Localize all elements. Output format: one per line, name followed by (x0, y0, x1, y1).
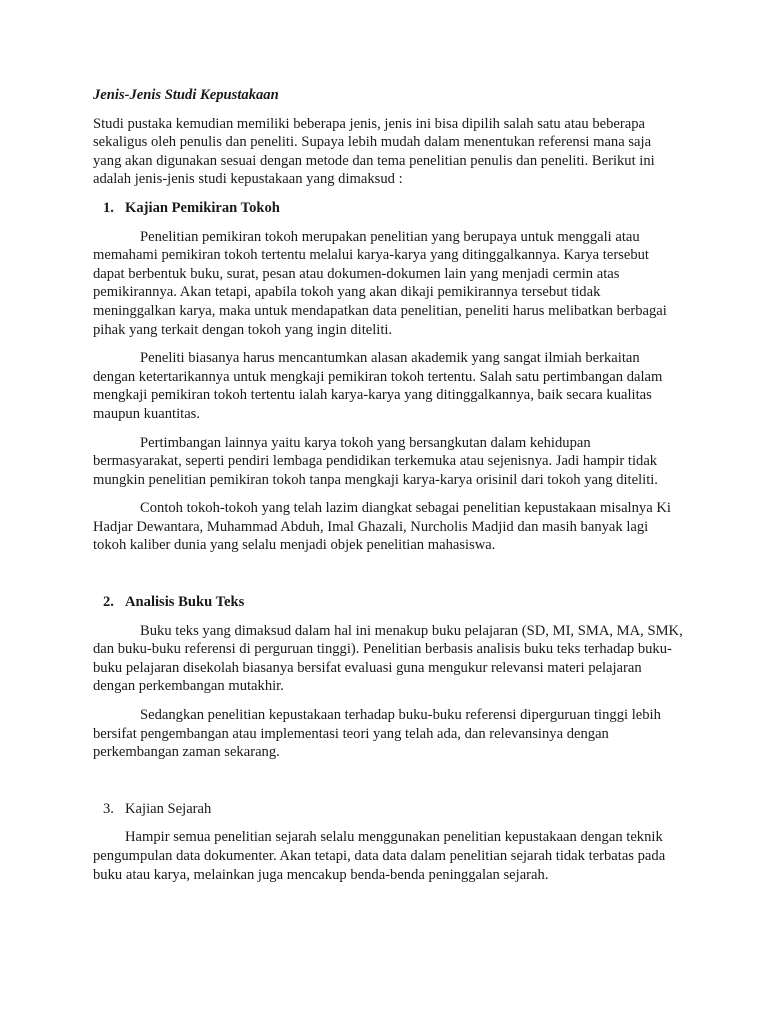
section-1-title: Kajian Pemikiran Tokoh (125, 199, 280, 216)
section-2-title: Analisis Buku Teks (125, 594, 245, 611)
section-1-paragraph: Contoh tokoh-tokoh yang telah lazim diangkat sebagai penelitian kepustakaan misalnya Ki Hadjar Dewantara, Muhammad Abduh, Imal Ghazali, Nurcholis Madjid dan masih banyak lagi tokoh kaliber dunia yang selalu menjadi objek penelitian mahasiswa. (93, 500, 671, 554)
intro-paragraph: Studi pustaka kemudian memiliki beberapa jenis, jenis ini bisa dipilih salah satu atau beberapa sekaligus oleh penulis dan peneliti. Supaya lebih mudah dalam menentukan referensi mana saja yang akan digunakan sesuai dengan metode dan tema penelitian penulis dan peneliti. Berikut ini adalah jenis-jenis studi kepustakaan yang dimaksud : (93, 115, 655, 188)
section-spacer (93, 772, 683, 800)
section-3-title: Kajian Sejarah (125, 800, 212, 817)
section-1-paragraph: Pertimbangan lainnya yaitu karya tokoh yang bersangkutan dalam kehidupan bermasyarakat, seperti pendiri lembaga pendidikan terkemuka atau sejenisnya. Jadi hampir tidak mungkin penelitian pemikiran tokoh tanpa mengkaji karya-karya orisinil dari tokoh yang diteliti. (93, 434, 658, 488)
section-2-heading (93, 593, 683, 612)
section-1-heading (93, 199, 683, 218)
document-title: Jenis-Jenis Studi Kepustakaan (93, 87, 279, 103)
section-2-number: 2. (103, 594, 114, 611)
section-2-paragraph: Buku teks yang dimaksud dalam hal ini menakup buku pelajaran (SD, MI, SMA, MA, SMK, dan buku-buku referensi di perguruan tinggi). Penelitian berbasis analisis buku teks terhadap buku-buku pelajaran disekolah biasanya bersifat evaluasi guna mengukur relevansi materi pelajaran dengan perkembangan mutakhir. (93, 622, 683, 695)
section-3-paragraph: Hampir semua penelitian sejarah selalu menggunakan penelitian kepustakaan dengan teknik pengumpulan data dokumenter. Akan tetapi, data data dalam penelitian sejarah tidak terbatas pada buku atau karya, melainkan juga mencakup benda-benda peninggalan sejarah. (93, 829, 666, 883)
section-spacer (93, 565, 683, 593)
section-3-heading (93, 800, 683, 819)
section-1-paragraph: Peneliti biasanya harus mencantumkan alasan akademik yang sangat ilmiah berkaitan dengan ketertarikannya untuk mengkaji pemikiran tokoh tertentu. Salah satu pertimbangan dalam mengkaji pemikiran tokoh tertentu ialah karya-karya yang ditinggalkannya, baik secara kualitas maupun kuantitas. (93, 350, 663, 422)
section-1-number: 1. (103, 199, 114, 216)
section-2-paragraph: Sedangkan penelitian kepustakaan terhadap buku-buku referensi diperguruan tinggi lebih bersifat pengembangan atau implementasi teori yang telah ada, dan relevansinya dengan perkembangan zaman sekarang. (93, 707, 661, 761)
section-1-paragraph: Penelitian pemikiran tokoh merupakan penelitian yang berupaya untuk menggali atau memahami pemikiran tokoh tertentu melalui karya-karya yang ditinggalkannya. Karya tersebut dapat berbentuk buku, surat, pesan atau dokumen-dokumen lain yang menjadi cermin atas pemikirannya. Akan tetapi, apabila tokoh yang akan dikaji pemikirannya tersebut tidak meninggalkan karya, maka untuk mendapatkan data penelitian, peneliti harus melibatkan berbagai pihak yang terkait dengan tokoh yang ingin diteliti. (93, 228, 667, 338)
document-page (93, 86, 683, 894)
section-3-number: 3. (103, 800, 114, 817)
